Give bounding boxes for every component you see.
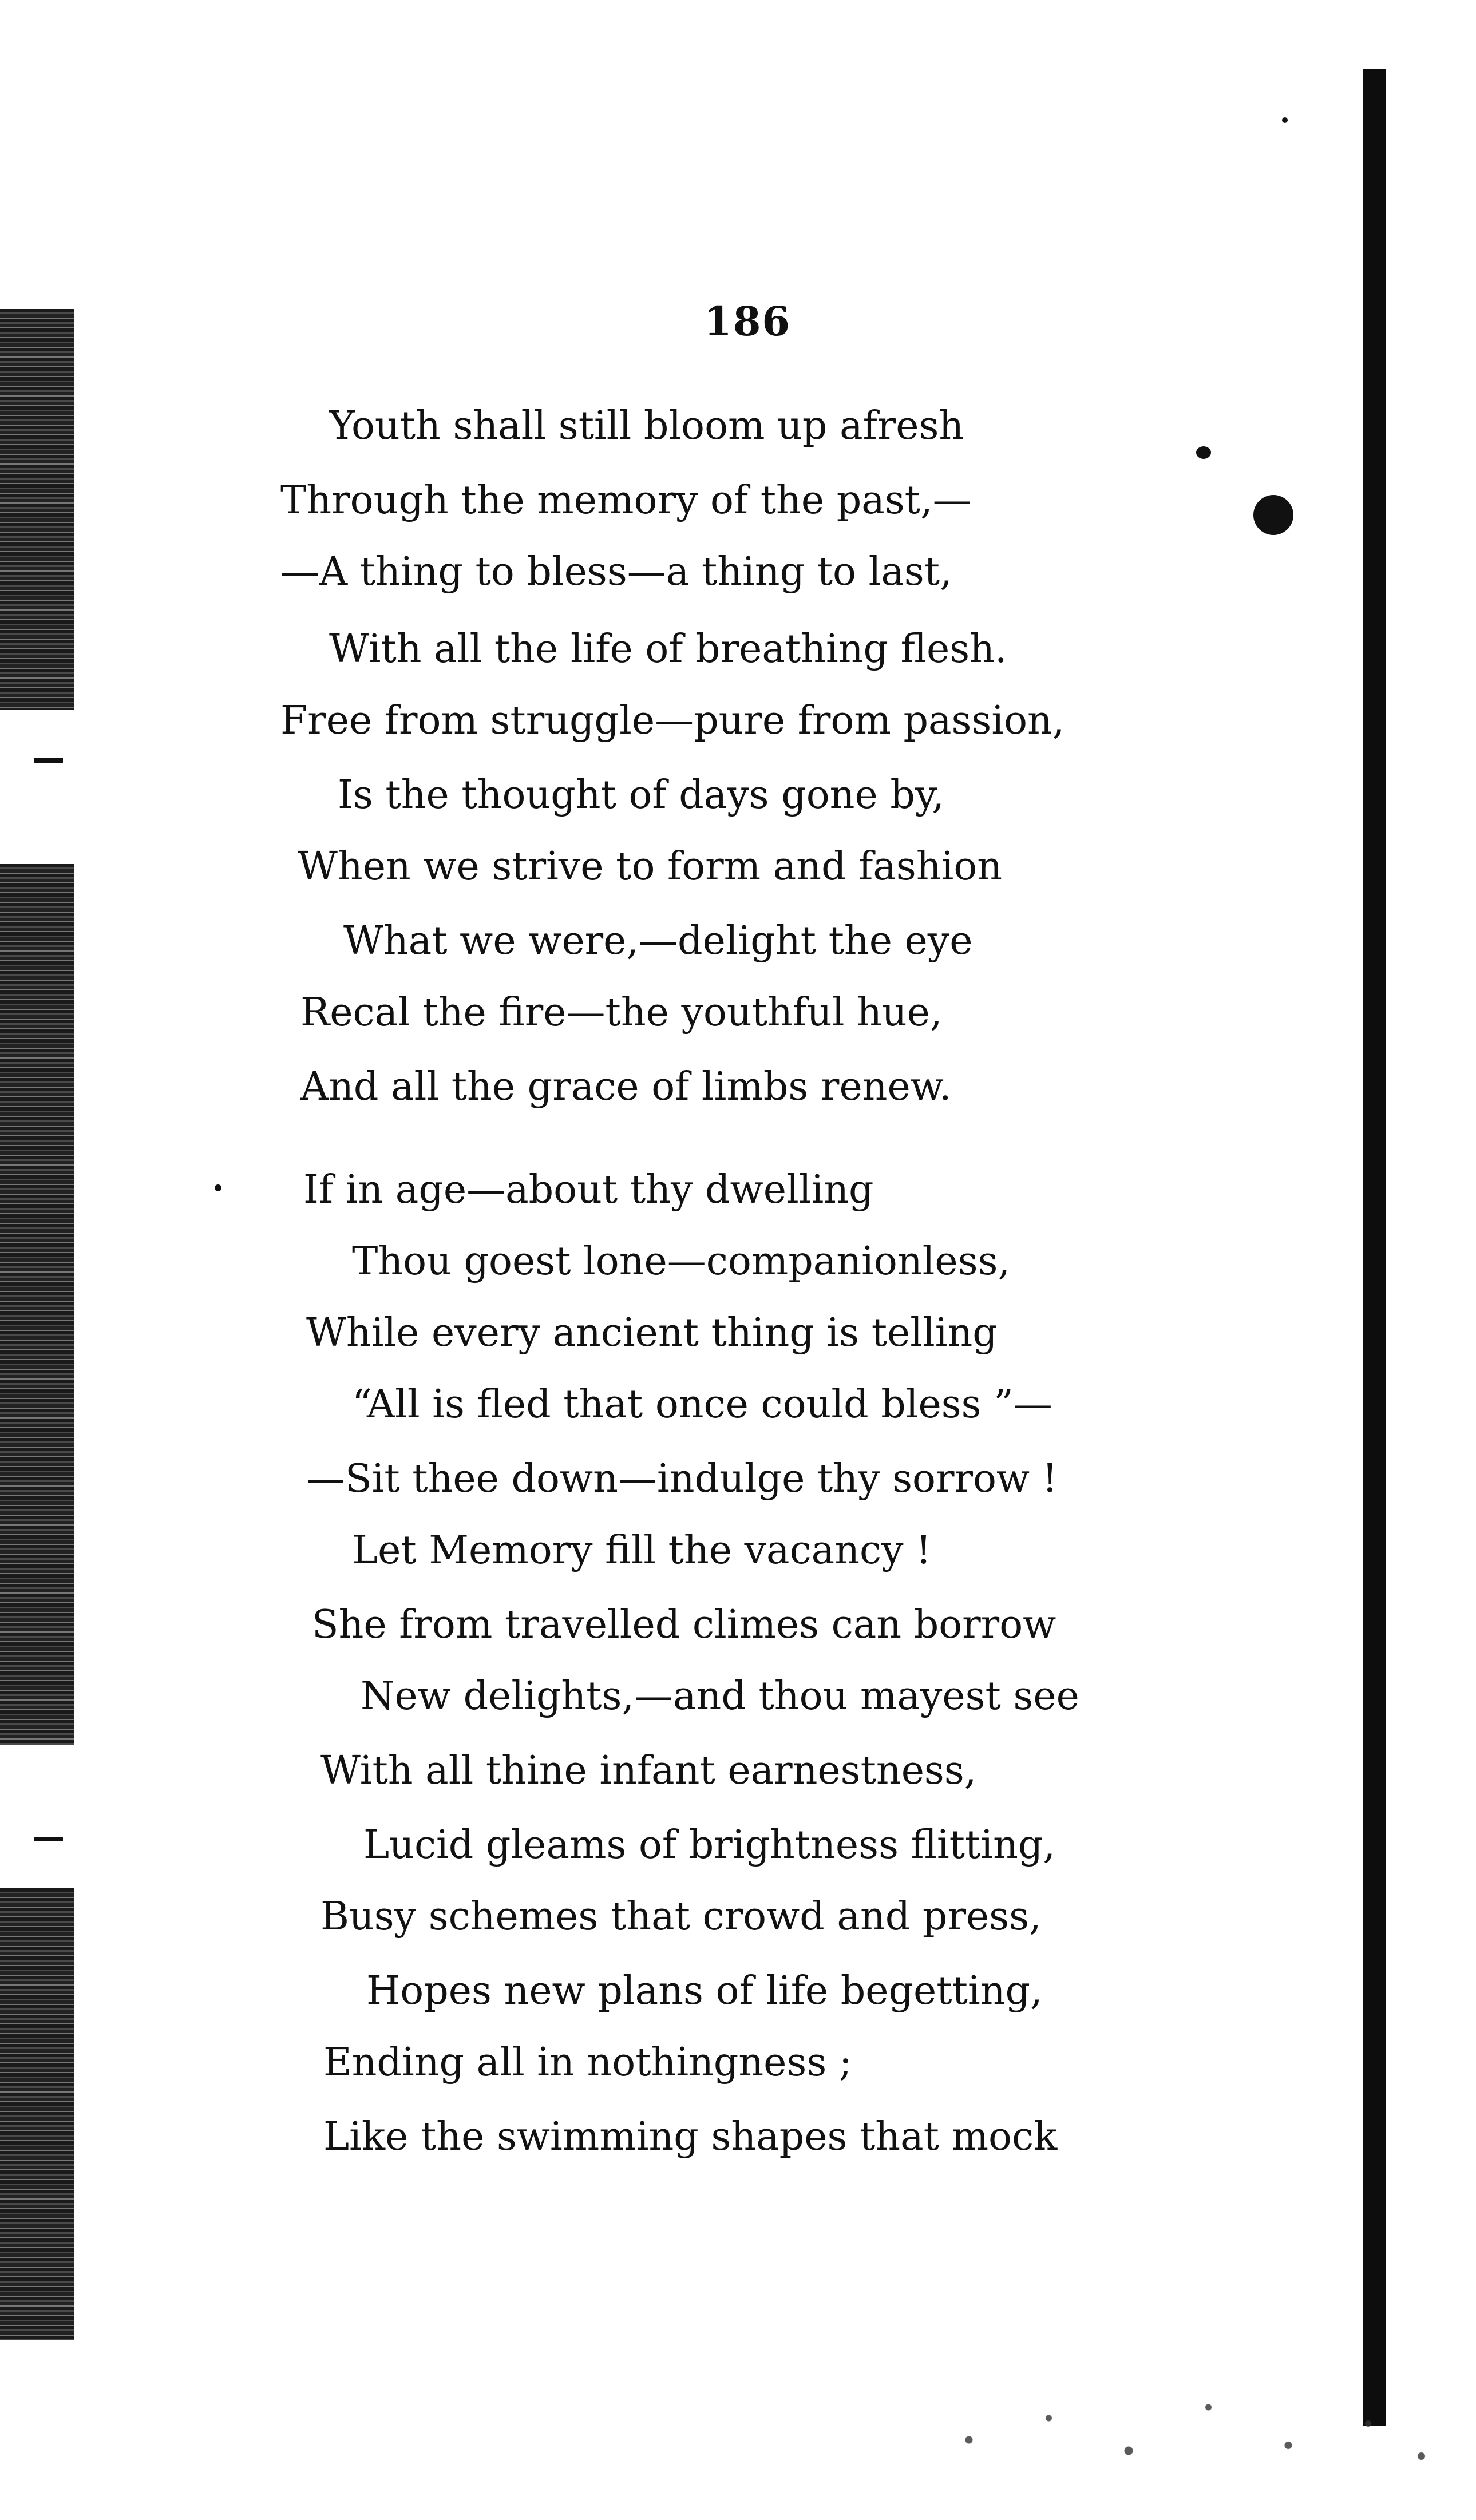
poem-line: Recal the fire—the youthful hue, <box>300 990 943 1035</box>
scan-edge-shadow <box>0 864 74 1745</box>
poem-line: Free from struggle—pure from passion, <box>280 698 1065 743</box>
poem-line: While every ancient thing is telling <box>306 1310 998 1356</box>
scan-edge-mark <box>34 1837 63 1841</box>
poem-line: Lucid gleams of brightness flitting, <box>363 1822 1056 1868</box>
ink-speck <box>1196 446 1211 459</box>
ink-speck <box>215 1184 221 1191</box>
scan-noise <box>916 2375 1448 2483</box>
poem-line: New delights,—and thou mayest see <box>361 1674 1079 1719</box>
poem-line: Ending all in nothingness ; <box>323 2040 852 2085</box>
poem-line: Let Memory fill the vacancy ! <box>352 1528 932 1573</box>
poem-line: Is the thought of days gone by, <box>338 772 944 818</box>
poem-line: Like the swimming shapes that mock <box>323 2114 1058 2160</box>
ink-speck <box>1282 117 1288 123</box>
poem-line: When we strive to form and fashion <box>298 844 1003 889</box>
poem-line: —Sit thee down—indulge thy sorrow ! <box>306 1456 1058 1501</box>
poem-line: And all the grace of limbs renew. <box>300 1064 952 1110</box>
poem-line: —A thing to bless—a thing to last, <box>280 549 952 595</box>
poem-line: Hopes new plans of life begetting, <box>366 1968 1043 2014</box>
scan-edge-mark <box>34 758 63 763</box>
poem-line: She from travelled climes can borrow <box>312 1602 1056 1647</box>
poem-line: Through the memory of the past,— <box>280 478 972 523</box>
page-binding-edge <box>1363 69 1386 2426</box>
poem-line: With all the life of breathing flesh. <box>329 627 1007 672</box>
poem-line: Thou goest lone—companionless, <box>352 1239 1011 1284</box>
scan-edge-shadow <box>0 309 74 710</box>
poem-line: Youth shall still bloom up afresh <box>329 403 964 449</box>
scan-edge-shadow <box>0 1888 74 2340</box>
poem-line: “All is fled that once could bless ”— <box>352 1382 1052 1427</box>
poem-line: If in age—about thy dwelling <box>303 1167 874 1213</box>
page-number: 186 <box>704 298 792 345</box>
ink-blot <box>1253 495 1293 535</box>
poem-line: Busy schemes that crowd and press, <box>320 1894 1042 1939</box>
poem-line: With all thine infant earnestness, <box>320 1748 977 1793</box>
poem-line: What we were,—delight the eye <box>343 918 973 964</box>
